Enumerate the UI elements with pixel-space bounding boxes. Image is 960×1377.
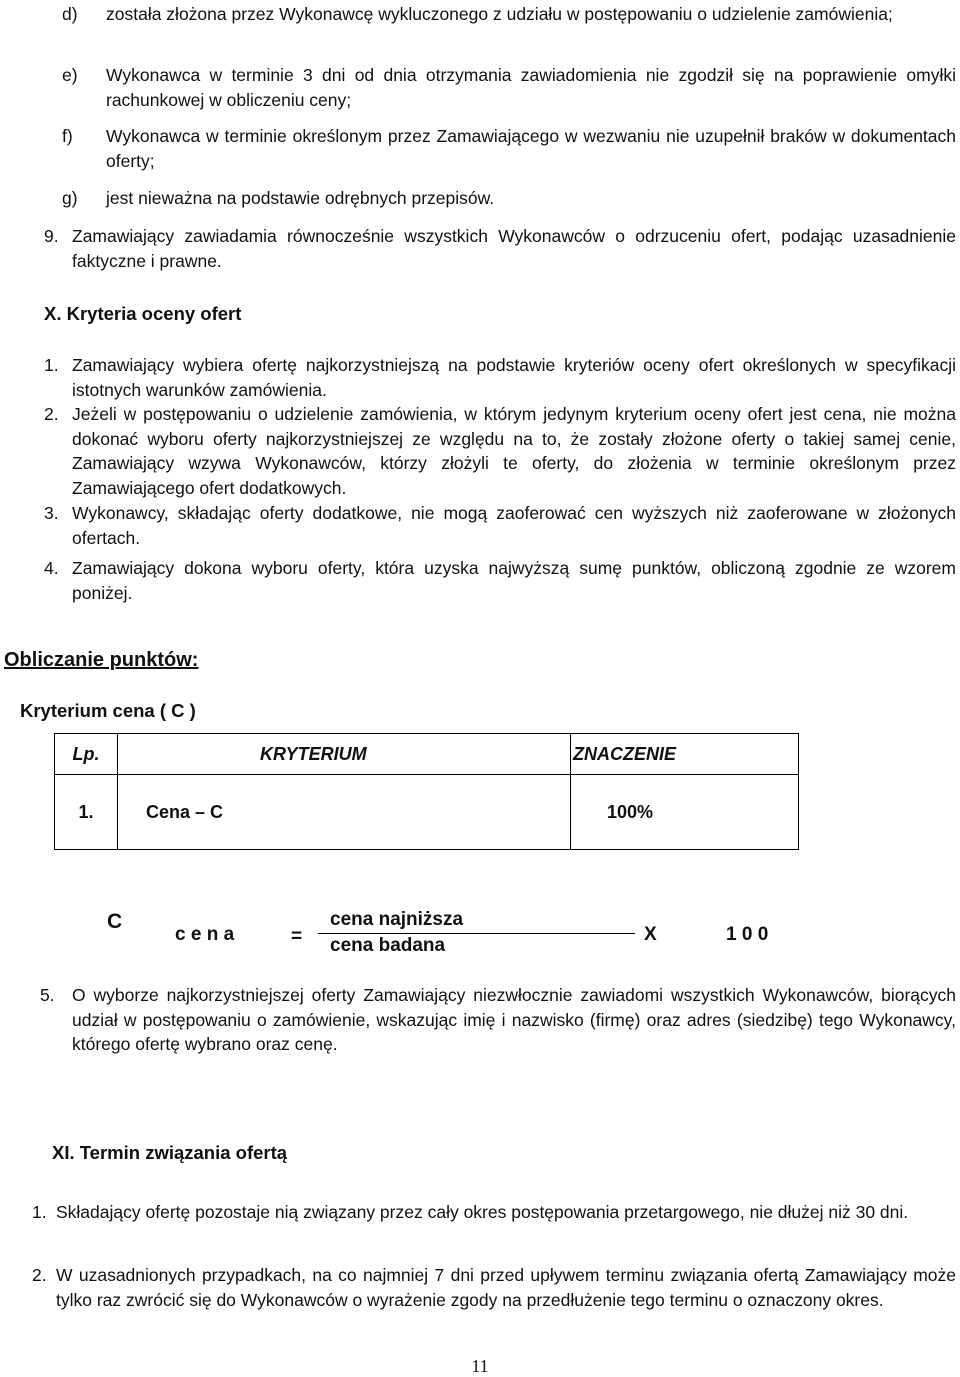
list-item: 5. O wyborze najkorzystniejszej oferty Zamawiający niezwłocznie zawiadomi wszystkich Wykonawców, biorących udział w postępowaniu o zamówienie, wskazując imię i nazwisko (firmę) oraz adres (siedzibę) tego Wykonawcy, którego ofertę wybrano oraz cenę. — [40, 985, 956, 1054]
formula-times: X — [644, 924, 657, 945]
list-item: e) Wykonawca w terminie 3 dni od dnia otrzymania zawiadomienia nie zgodził się na poprawienie omyłki rachunkowej w obliczeniu ceny; — [62, 65, 956, 110]
section-title: XI. Termin związania ofertą — [52, 1142, 288, 1163]
formula-denominator: cena badana — [330, 935, 446, 956]
table-cell: Cena – C — [118, 775, 571, 850]
list-item: f) Wykonawca w terminie określonym przez Zamawiającego w wezwaniu nie uzupełnił braków w dokumentach oferty; — [62, 126, 956, 171]
table-header-kryterium: KRYTERIUM — [118, 734, 571, 775]
list-item: 9. Zamawiający zawiadamia równocześnie wszystkich Wykonawców o odrzuceniu ofert, podając uzasadnienie faktyczne i prawne. — [44, 226, 956, 271]
list-item: d) została złożona przez Wykonawcę wykluczonego z udziału w postępowaniu o udzielenie zamówienia; — [62, 4, 893, 24]
formula-numerator: cena najniższa — [330, 909, 464, 930]
table-row — [55, 775, 799, 850]
table-cell: 1. — [55, 775, 118, 850]
list-item: g) jest nieważna na podstawie odrębnych przepisów. — [62, 188, 495, 208]
formula-equals: = — [291, 926, 303, 947]
table-header-row — [55, 734, 799, 775]
table-header-lp: Lp. — [55, 734, 118, 775]
list-item: 1. Składający ofertę pozostaje nią związany przez cały okres postępowania przetargowego, nie dłużej niż 30 dni. — [32, 1202, 909, 1222]
list-item: 3. Wykonawcy, składając oferty dodatkowe, nie mogą zaoferować cen wyższych niż zaoferowane w złożonych ofertach. — [44, 503, 956, 548]
formula-c: C — [107, 910, 123, 933]
scoring-heading: Obliczanie punktów: — [4, 649, 199, 671]
page-number: 11 — [471, 1356, 489, 1376]
criterion-title: Kryterium cena ( C ) — [20, 700, 196, 721]
list-item: 2. Jeżeli w postępowaniu o udzielenie zamówienia, w którym jedynym kryterium oceny ofert jest cena, nie można dokonać wyboru oferty najkorzystniejszej ze względu na to, że zostały złożone oferty o takiej samej cenie, Zamawiający wzywa Wykonawców, którzy złożyli te oferty, do złożenia w terminie określonym przez Zamawiającego ofert dodatkowych. — [44, 404, 956, 498]
formula-cena: c e n a — [175, 924, 235, 945]
table-header-znaczenie: ZNACZENIE — [571, 734, 799, 775]
table-cell: 100% — [571, 775, 799, 850]
list-item: 1. Zamawiający wybiera ofertę najkorzystniejszą na podstawie kryteriów oceny ofert określonych w specyfikacji istotnych warunków zamówienia. — [44, 355, 956, 400]
section-title: X. Kryteria oceny ofert — [44, 303, 242, 324]
list-item: 4. Zamawiający dokona wyboru oferty, która uzyska najwyższą sumę punktów, obliczoną zgodnie ze wzorem poniżej. — [44, 558, 956, 603]
fraction-line — [318, 933, 635, 934]
criteria-table — [54, 733, 799, 850]
formula-factor: 1 0 0 — [726, 924, 769, 945]
list-item: 2. W uzasadnionych przypadkach, na co najmniej 7 dni przed upływem terminu związania ofertą Zamawiający może tylko raz zwrócić się do Wykonawców o wyrażenie zgody na przedłużenie tego terminu o oznaczony okres. — [32, 1265, 956, 1310]
